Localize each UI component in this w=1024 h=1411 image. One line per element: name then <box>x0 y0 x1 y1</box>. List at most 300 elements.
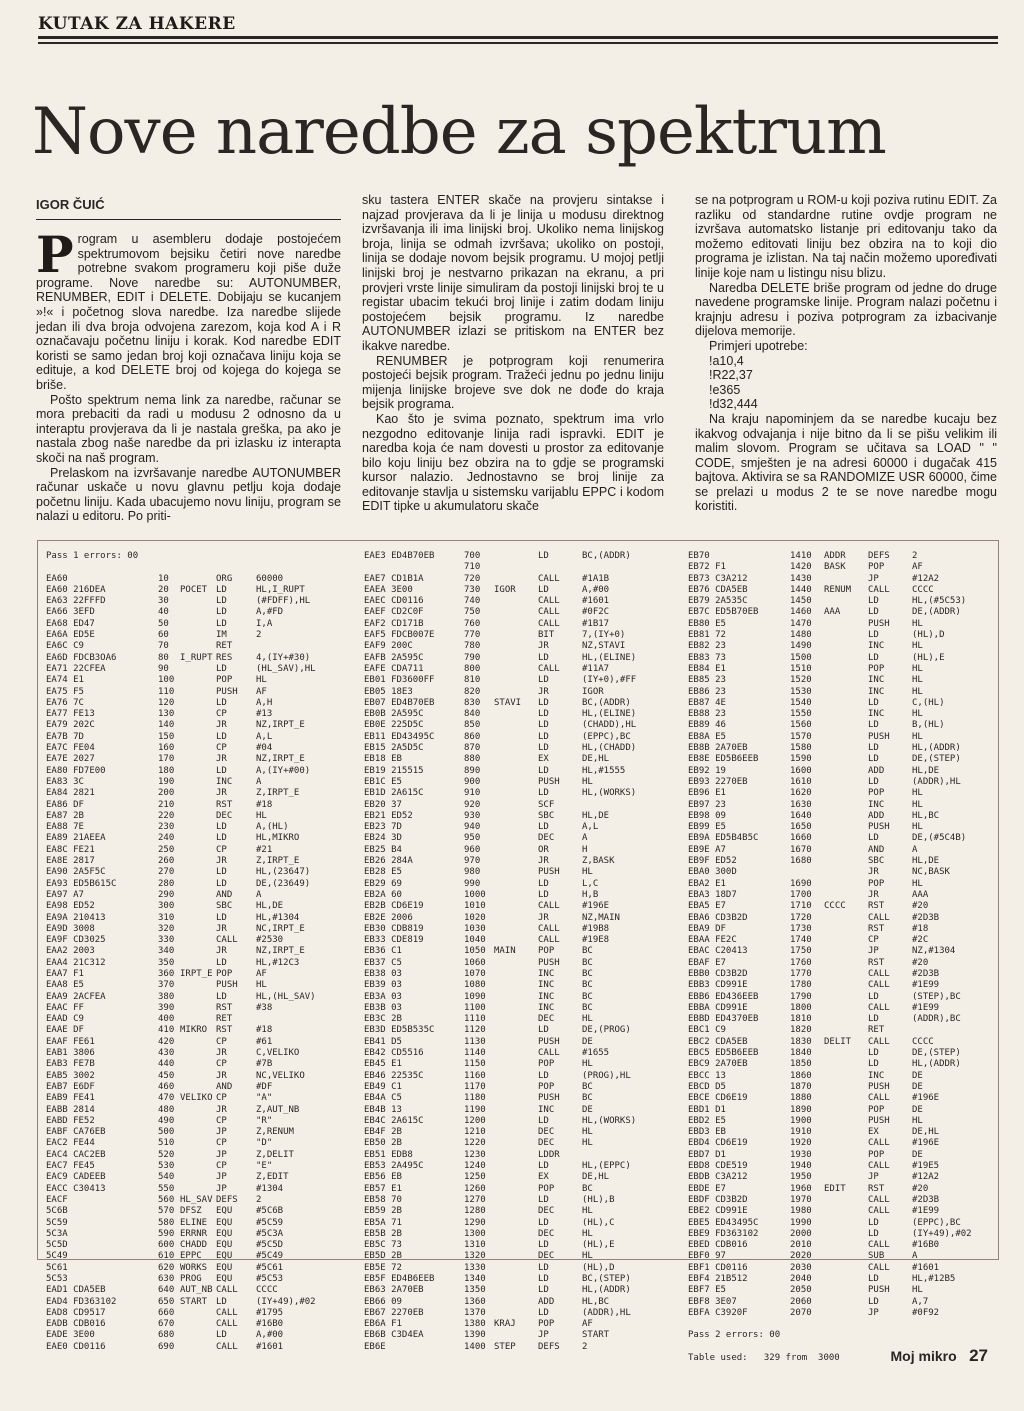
code-cell: Z,EDIT <box>256 1172 289 1183</box>
code-cell: 320 <box>158 923 175 934</box>
code-cell: H,B <box>582 889 599 900</box>
code-cell: JP <box>216 1172 227 1183</box>
code-cell: DE,(STEP) <box>912 754 961 765</box>
code-cell: (HL_SAV),HL <box>256 663 316 674</box>
code-cell: HL,(ELINE) <box>582 652 637 663</box>
code-cell: JP <box>216 1127 227 1138</box>
code-cell: EX <box>538 1172 549 1183</box>
code-cell: EBD3 EB <box>688 1127 726 1138</box>
code-cell: 5C5D <box>46 1240 68 1251</box>
code-cell: 470 <box>158 1093 175 1104</box>
code-cell: POP <box>868 878 885 889</box>
code-cell: PUSH <box>538 957 560 968</box>
code-cell: 1340 <box>464 1274 486 1284</box>
code-cell: EQU <box>216 1274 233 1284</box>
code-cell: 1630 <box>790 799 812 810</box>
code-cell: (ADDR),BC <box>912 1014 961 1025</box>
code-cell: INC <box>868 799 885 810</box>
code-cell: 380 <box>158 991 175 1002</box>
code-cell: EB41 D5 <box>364 1036 402 1047</box>
code-cell: PUSH <box>868 822 890 833</box>
code-cell: EA88 7E <box>46 822 84 833</box>
code-cell: 460 <box>158 1081 175 1092</box>
code-cell: 970 <box>464 856 481 867</box>
code-cell: CP <box>216 709 227 720</box>
code-cell: HL,#12C3 <box>256 957 300 968</box>
code-cell: H <box>582 844 588 855</box>
code-cell: LD <box>216 1330 227 1341</box>
code-cell: POP <box>868 562 885 573</box>
code-cell: 500 <box>158 1127 175 1138</box>
code-cell: 1360 <box>464 1296 486 1307</box>
code-cell: LD <box>868 697 879 708</box>
code-cell: 440 <box>158 1059 175 1070</box>
code-cell: ADD <box>868 810 885 821</box>
code-cell: EB80 E5 <box>688 618 726 629</box>
code-cell: CALL <box>868 1036 890 1047</box>
code-cell: DEC <box>538 1251 555 1262</box>
paragraph: Primjeri upotrebe: <box>709 338 808 353</box>
code-cell: (STEP),BC <box>912 991 961 1002</box>
code-cell: #1601 <box>582 596 610 607</box>
code-cell: 1240 <box>464 1161 486 1172</box>
code-cell: EA74 E1 <box>46 675 84 686</box>
code-cell: HL,(EPPC) <box>582 1161 631 1172</box>
code-cell: 1170 <box>464 1081 486 1092</box>
code-cell: 1550 <box>790 709 812 720</box>
code-cell: EB96 E1 <box>688 788 726 799</box>
code-cell: 720 <box>464 573 481 584</box>
code-cell: Z,BASK <box>582 856 615 867</box>
code-cell: EB46 22535C <box>364 1070 424 1081</box>
code-cell: 920 <box>464 799 481 810</box>
code-cell: LD <box>538 697 549 708</box>
code-cell: EBAC C20413 <box>688 946 748 957</box>
code-cell: DFSZ <box>180 1206 202 1217</box>
code-cell: INC <box>216 776 233 787</box>
code-cell: EBA9 DF <box>688 923 726 934</box>
code-cell: 240 <box>158 833 175 844</box>
code-cell: "D" <box>256 1138 273 1149</box>
code-cell: MIKRO <box>180 1025 208 1036</box>
code-cell: EBDB C3A212 <box>688 1172 748 1183</box>
code-cell: EB28 E5 <box>364 867 402 878</box>
code-cell: 1580 <box>790 743 812 754</box>
code-cell: EB21 ED52 <box>364 810 413 821</box>
code-cell: JR <box>868 867 879 878</box>
code-cell: PUSH <box>868 1115 890 1126</box>
code-cell: EB89 46 <box>688 720 726 731</box>
code-cell: LD <box>538 1161 549 1172</box>
code-cell: 1120 <box>464 1025 486 1036</box>
code-cell: EB84 E1 <box>688 663 726 674</box>
code-cell: EB1D 2A615C <box>364 788 424 799</box>
code-cell: HL <box>582 867 593 878</box>
code-cell: 660 <box>158 1307 175 1318</box>
code-cell: #19E5 <box>912 1161 940 1172</box>
code-cell: EAAE DF <box>46 1025 84 1036</box>
code-cell: EB79 2A535C <box>688 596 748 607</box>
code-cell: EBAF E7 <box>688 957 726 968</box>
code-cell: STEP <box>494 1341 516 1352</box>
code-cell: POP <box>868 1149 885 1160</box>
code-cell: LD <box>538 1025 549 1036</box>
code-cell: EA83 3C <box>46 776 84 787</box>
code-cell: PUSH <box>868 1285 890 1296</box>
code-cell: EA63 22FFFD <box>46 596 106 607</box>
code-cell: LD <box>538 652 549 663</box>
code-cell: LD <box>216 991 227 1002</box>
code-cell: EB26 284A <box>364 856 413 867</box>
code-cell: #196E <box>912 1138 940 1149</box>
code-cell: EQU <box>216 1240 233 1251</box>
code-cell: EB6E <box>364 1341 386 1352</box>
code-cell: ORG <box>216 573 233 584</box>
code-cell: EB82 23 <box>688 641 726 652</box>
code-cell: HL <box>582 1059 593 1070</box>
code-cell: EB20 37 <box>364 799 402 810</box>
code-cell: HL <box>582 1228 593 1239</box>
code-cell: POP <box>538 1319 555 1330</box>
code-cell: 520 <box>158 1149 175 1160</box>
code-cell: EBD4 CD6E19 <box>688 1138 748 1149</box>
code-cell: EB0B 2A595C <box>364 709 424 720</box>
code-cell: JR <box>216 720 227 731</box>
code-cell: EBCC 13 <box>688 1070 726 1081</box>
code-cell: #5C49 <box>256 1251 284 1262</box>
paragraph: Kao što je svima poznato, spektrum ima vrlo nezgodno editovanje linija radi ispravki. EDIT je naredba koja će nam dovesti u prostor za editovanje bilo koju liniju bez obzira na to gdje se programski kursor nalazio. Jednostavno se broj linije za editovanje stavlja u sistemsku varijablu EPPC i kodom EDIT tipke u akumulatoru skače <box>362 411 664 514</box>
code-cell: PUSH <box>868 1081 890 1092</box>
code-cell: (IY+0),#FF <box>582 675 637 686</box>
code-cell: 1650 <box>790 822 812 833</box>
code-cell: EAFB 2A595C <box>364 652 424 663</box>
code-cell: 2 <box>256 1194 262 1205</box>
code-cell: 1600 <box>790 765 812 776</box>
code-cell: EAFE CDA711 <box>364 663 424 674</box>
paragraph: Naredba DELETE briše program od jedne do druge navedene programske linije. Program nalazi početnu i krajnju adresu i poziva potprogram za izbacivanje dijelova memorije. <box>695 280 997 339</box>
code-cell: 60 <box>158 630 169 641</box>
code-cell: LD <box>538 731 549 742</box>
code-cell: #5C6B <box>256 1206 284 1217</box>
code-cell: #2C <box>912 935 929 946</box>
code-cell: RST <box>216 1025 233 1036</box>
code-cell: 1080 <box>464 980 486 991</box>
code-cell: 2020 <box>790 1251 812 1262</box>
code-cell: RST <box>216 799 233 810</box>
code-cell: EAE3 ED4B70EB <box>364 551 435 561</box>
code-cell: LD <box>868 743 879 754</box>
code-cell: EA7E 2027 <box>46 754 95 765</box>
code-cell: EBA3 18D7 <box>688 889 737 900</box>
code-cell: BC <box>582 980 593 991</box>
code-cell: LD <box>538 1194 549 1205</box>
code-cell: 750 <box>464 607 481 618</box>
code-cell: EBED CDB016 <box>688 1240 748 1251</box>
code-cell: EAEF CD2C0F <box>364 607 424 618</box>
code-cell: LD <box>538 675 549 686</box>
code-cell: 390 <box>158 1002 175 1013</box>
code-cell: #2530 <box>256 935 284 946</box>
code-cell: 1530 <box>790 686 812 697</box>
code-cell: RST <box>216 1002 233 1013</box>
code-cell: WORKS <box>180 1262 208 1273</box>
code-cell: NC,VELIKO <box>256 1070 305 1081</box>
code-cell: EQU <box>216 1251 233 1262</box>
code-cell: RST <box>868 901 885 912</box>
code-cell: LD <box>868 1296 879 1307</box>
code-cell: Z,AUT_NB <box>256 1104 300 1115</box>
code-cell: #5C3A <box>256 1228 284 1239</box>
code-cell: Pass 2 errors: 00 <box>688 1330 781 1341</box>
code-cell: 40 <box>158 607 169 618</box>
code-cell: EB6B C3D4EA <box>364 1330 424 1341</box>
code-cell: EA90 2A5F5C <box>46 867 106 878</box>
code-cell: EB6A F1 <box>364 1319 402 1330</box>
code-cell: HL,(23647) <box>256 867 311 878</box>
code-cell: LD <box>216 584 227 595</box>
code-cell: (ADDR),HL <box>582 1307 631 1318</box>
code-cell: EB01 FD3600FF <box>364 675 435 686</box>
code-cell: CCCC <box>824 901 846 912</box>
code-cell: Pass 1 errors: 00 <box>46 551 139 561</box>
code-cell: CP <box>216 1161 227 1172</box>
code-cell: JR <box>868 889 879 900</box>
code-cell: 980 <box>464 867 481 878</box>
code-cell: 860 <box>464 731 481 742</box>
code-cell: EB15 2A5D5C <box>364 743 424 754</box>
code-cell: LD <box>216 833 227 844</box>
code-cell: NZ,MAIN <box>582 912 620 923</box>
code-cell: DE <box>912 1104 923 1115</box>
code-cell: EX <box>538 754 549 765</box>
code-cell: HL <box>912 878 923 889</box>
code-cell: 1250 <box>464 1172 486 1183</box>
code-cell: EB23 7D <box>364 822 402 833</box>
code-cell: #18 <box>256 799 273 810</box>
code-cell: HL <box>582 1014 593 1025</box>
code-cell: (HL),B <box>582 1194 615 1205</box>
code-cell: EBC1 C9 <box>688 1025 726 1036</box>
code-cell: EBE5 ED43495C <box>688 1217 759 1228</box>
code-cell: 420 <box>158 1036 175 1047</box>
code-cell: 310 <box>158 912 175 923</box>
code-cell: LD <box>216 878 227 889</box>
code-cell: 10 <box>158 573 169 584</box>
code-cell: HL <box>256 980 267 991</box>
code-cell: ADD <box>538 1296 555 1307</box>
code-cell: 560 <box>158 1194 175 1205</box>
code-cell: EB05 18E3 <box>364 686 413 697</box>
code-cell: 1030 <box>464 923 486 934</box>
code-cell: EAA2 2003 <box>46 946 95 957</box>
article-column-2 <box>362 193 664 514</box>
code-cell: BIT <box>538 630 555 641</box>
code-cell: EAA4 21C312 <box>46 957 106 968</box>
code-cell: 650 <box>158 1296 175 1307</box>
code-cell: 450 <box>158 1070 175 1081</box>
code-cell: SCF <box>538 799 555 810</box>
code-cell: #5C53 <box>256 1274 284 1284</box>
code-cell: 1970 <box>790 1194 812 1205</box>
code-cell: 1700 <box>790 889 812 900</box>
code-cell: EA68 ED47 <box>46 618 95 629</box>
code-cell: CALL <box>868 912 890 923</box>
code-cell: 340 <box>158 946 175 957</box>
code-cell: CP <box>216 1059 227 1070</box>
code-cell: BC <box>582 968 593 979</box>
code-cell: RET <box>216 1014 233 1025</box>
code-cell: DEC <box>216 810 233 821</box>
code-cell: #7B <box>256 1059 273 1070</box>
code-cell: EB11 ED43495C <box>364 731 435 742</box>
code-cell: 1220 <box>464 1138 486 1149</box>
code-cell: STAVI <box>494 697 522 708</box>
code-cell: 260 <box>158 856 175 867</box>
code-cell: EB3B 03 <box>364 1002 402 1013</box>
code-cell: EB2B CD6E19 <box>364 901 424 912</box>
code-cell: EA87 2B <box>46 810 84 821</box>
code-cell: BC,(ADDR) <box>582 551 631 561</box>
code-cell: 110 <box>158 686 175 697</box>
code-cell: EBCD D5 <box>688 1081 726 1092</box>
code-cell: Table used: 329 from 3000 <box>688 1353 840 1364</box>
code-cell: 1140 <box>464 1048 486 1059</box>
code-cell: POP <box>538 1059 555 1070</box>
code-cell: A <box>912 844 918 855</box>
paragraph: Na kraju napominjem da se naredbe kucaju bez ikakvog odvajanja i nije bitno da li se pišu velikim ili malim slovom. Program se učitava sa LOAD " " CODE, smješten je na adresi 60000 i dugačak 415 bajtova. Aktivira se sa RANDOMIZE USR 60000, čime se prelazi u modus 2 te se nove naredbe mogu koristiti. <box>695 411 997 514</box>
code-cell: 1380 <box>464 1319 486 1330</box>
code-cell: (HL),E <box>582 1240 615 1251</box>
code-cell: EAB9 FE41 <box>46 1093 95 1104</box>
section-label: KUTAK ZA HAKERE <box>38 14 240 34</box>
code-cell: I_RUPT <box>180 652 213 663</box>
code-cell: JP <box>216 1149 227 1160</box>
code-cell: (EPPC),BC <box>912 1217 961 1228</box>
code-cell: 2010 <box>790 1240 812 1251</box>
code-cell: 1560 <box>790 720 812 731</box>
code-cell: L,C <box>582 878 599 889</box>
code-cell: LD <box>538 743 549 754</box>
code-cell: CALL <box>868 980 890 991</box>
code-cell: EB9F ED52 <box>688 856 737 867</box>
code-cell: EA9A 210413 <box>46 912 106 923</box>
code-cell: EBC2 CDA5EB <box>688 1036 748 1047</box>
code-cell: HL <box>912 663 923 674</box>
code-cell: 640 <box>158 1285 175 1296</box>
code-cell: DE,HL <box>582 1172 610 1183</box>
code-cell: DEFS <box>868 551 890 561</box>
code-cell: JP <box>538 1330 549 1341</box>
code-cell: 1820 <box>790 1025 812 1036</box>
code-cell: CALL <box>868 1262 890 1273</box>
code-cell: #21 <box>256 844 273 855</box>
code-cell: EB83 73 <box>688 652 726 663</box>
code-cell: CCCC <box>912 584 934 595</box>
code-cell: EB8E ED5B6EEB <box>688 754 759 765</box>
code-cell: EA8E 2817 <box>46 856 95 867</box>
code-cell: CHADD <box>180 1240 208 1251</box>
code-cell: ADDR <box>824 551 846 561</box>
code-cell: AND <box>868 844 885 855</box>
paragraph: Program u asembleru dodaje postojećem spektrumovom bejsiku četiri nove naredbe potrebne svakom programeru koji piše duže programe. Nove naredbe su: AUTONUMBER, RENUMBER, EDIT i DELETE. Dobijaju se kucanjem »!« i početnog slova naredbe. Iza naredbe slijede jedan ili dva broja odvojena zarezom, koja kod A i R označavaju početnu liniju i korak. Kod naredbe EDIT koristi se samo jedan broj koji označava liniju koja se edituje, a kod DELETE broj od kojega do kojega se briše. <box>36 225 341 392</box>
code-cell: 1400 <box>464 1341 486 1352</box>
code-cell: A,7 <box>912 1296 929 1307</box>
code-cell: IM <box>216 630 227 641</box>
code-cell: HL,#12B5 <box>912 1274 956 1284</box>
code-cell: EB86 23 <box>688 686 726 697</box>
code-cell: JP <box>868 573 879 584</box>
code-cell: 1100 <box>464 1002 486 1013</box>
code-cell: 1410 <box>790 551 812 561</box>
code-cell: EB4A C5 <box>364 1093 402 1104</box>
code-cell: 730 <box>464 584 481 595</box>
code-cell: HL,DE <box>912 765 940 776</box>
code-cell: 100 <box>158 675 175 686</box>
code-cell: ELINE <box>180 1217 208 1228</box>
code-cell: 780 <box>464 641 481 652</box>
code-cell: 770 <box>464 630 481 641</box>
code-cell: INC <box>868 686 885 697</box>
code-cell: HL <box>912 641 923 652</box>
code-cell: 590 <box>158 1228 175 1239</box>
code-cell: EACF <box>46 1194 68 1205</box>
code-cell: INC <box>868 675 885 686</box>
code-cell: EAA7 F1 <box>46 968 84 979</box>
code-cell: 1830 <box>790 1036 812 1047</box>
code-cell: EB73 C3A212 <box>688 573 748 584</box>
code-cell: EB7C ED5B70EB <box>688 607 759 618</box>
code-cell: INC <box>538 991 555 1002</box>
code-cell: 1060 <box>464 957 486 968</box>
code-cell: 1050 <box>464 946 486 957</box>
code-cell: EB2A 60 <box>364 889 402 900</box>
code-cell: EB5E 72 <box>364 1262 402 1273</box>
code-cell: CCCC <box>912 1036 934 1047</box>
code-cell: RST <box>868 1183 885 1194</box>
code-cell: LD <box>538 1070 549 1081</box>
code-cell: #18 <box>912 923 929 934</box>
code-cell: HL,MIKRO <box>256 833 300 844</box>
code-cell: (HL),D <box>582 1262 615 1273</box>
code-cell: HL,(ADDR) <box>912 1059 961 1070</box>
code-cell: "R" <box>256 1115 273 1126</box>
code-cell: LD <box>538 878 549 889</box>
code-cell: #12A2 <box>912 1172 940 1183</box>
article-column-3 <box>695 193 997 514</box>
code-cell: EABD FE52 <box>46 1115 95 1126</box>
code-cell: (ADDR),HL <box>912 776 961 787</box>
code-cell: EA84 2821 <box>46 788 95 799</box>
code-cell: DEC <box>538 1127 555 1138</box>
code-cell: EB29 69 <box>364 878 402 889</box>
code-cell: EA7C FE04 <box>46 743 95 754</box>
code-cell: 2 <box>256 630 262 641</box>
code-cell: POCET <box>180 584 208 595</box>
code-cell: #20 <box>912 1183 929 1194</box>
code-cell: SBC <box>216 901 233 912</box>
code-cell: RST <box>868 923 885 934</box>
code-cell: LD <box>216 607 227 618</box>
code-cell: 290 <box>158 889 175 900</box>
code-cell: 1470 <box>790 618 812 629</box>
code-cell: 2000 <box>790 1228 812 1239</box>
code-cell: NZ,IRPT_E <box>256 754 305 765</box>
code-cell: PUSH <box>538 776 560 787</box>
code-cell: HL <box>582 1251 593 1262</box>
code-cell: NZ,IRPT_E <box>256 946 305 957</box>
code-cell: CCCC <box>256 1285 278 1296</box>
code-cell: EB9A ED5B4B5C <box>688 833 759 844</box>
